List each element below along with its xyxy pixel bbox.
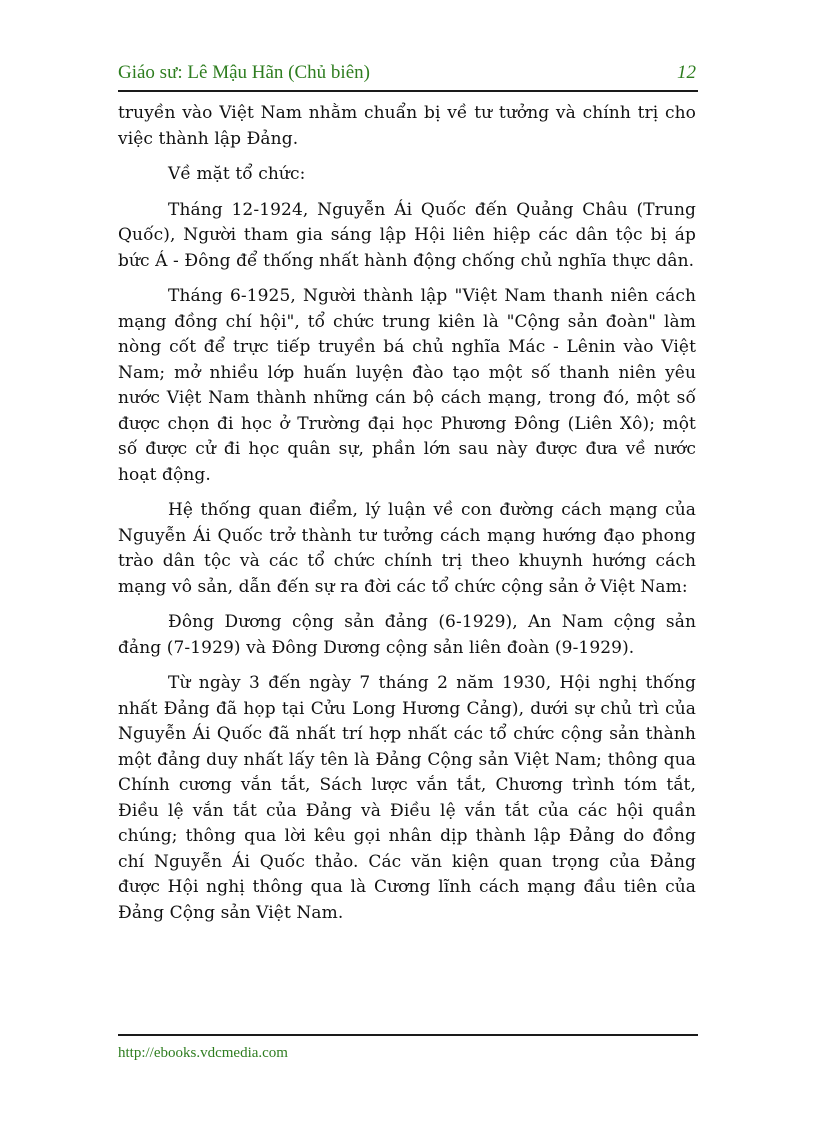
- paragraph: truyền vào Việt Nam nhằm chuẩn bị về tư tưởng và chính trị cho việc thành lập Đảng.: [118, 103, 696, 149]
- footer-link[interactable]: http://ebooks.vdcmedia.com: [118, 1045, 288, 1061]
- page-body: [118, 101, 696, 936]
- page-number: 12: [677, 62, 696, 83]
- header-title: Giáo sư: Lê Mậu Hãn (Chủ biên): [118, 62, 370, 83]
- paragraph: Tháng 6-1925, Người thành lập "Việt Nam thanh niên cách mạng đồng chí hội", tổ chức trung kiên là "Cộng sản đoàn" làm nòng cốt để trực tiếp truyền bá chủ nghĩa Mác - Lênin vào Việt Nam; mở nhiều lớp huấn luyện đào tạo một số thanh niên yêu nước Việt Nam thành những cán bộ cách mạng, trong đó, một số được chọn đi học ở Trường đại học Phương Đông (Liên Xô); một số được cử đi học quân sự, phần lớn sau này được đưa về nước hoạt động.: [118, 286, 696, 485]
- page-footer: [118, 1034, 698, 1062]
- paragraph: Từ ngày 3 đến ngày 7 tháng 2 năm 1930, Hội nghị thống nhất Đảng đã họp tại Cửu Long Hương Cảng), dưới sự chủ trì của Nguyễn Ái Quốc đã nhất trí hợp nhất các tổ chức cộng sản thành một đảng duy nhất lấy tên là Đảng Cộng sản Việt Nam; thông qua Chính cương vắn tắt, Sách lược vắn tắt, Chương trình tóm tắt, Điều lệ vắn tắt của Đảng và Điều lệ vắn tắt của các hội quần chúng; thông qua lời kêu gọi nhân dịp thành lập Đảng do đồng chí Nguyễn Ái Quốc thảo. Các văn kiện quan trọng của Đảng được Hội nghị thông qua là Cương lĩnh cách mạng đầu tiên của Đảng Cộng sản Việt Nam.: [118, 673, 696, 923]
- paragraph: Về mặt tổ chức:: [168, 164, 306, 184]
- paragraph: Đông Dương cộng sản đảng (6-1929), An Nam cộng sản đảng (7-1929) và Đông Dương cộng sản liên đoàn (9-1929).: [118, 612, 696, 658]
- paragraph: Tháng 12-1924, Nguyễn Ái Quốc đến Quảng Châu (Trung Quốc), Người tham gia sáng lập Hội liên hiệp các dân tộc bị áp bức Á - Đông để thống nhất hành động chống chủ nghĩa thực dân.: [118, 199, 696, 271]
- page-header: [118, 60, 698, 92]
- paragraph: Hệ thống quan điểm, lý luận về con đường cách mạng của Nguyễn Ái Quốc trở thành tư tưởng cách mạng hướng đạo phong trào dân tộc và các tổ chức chính trị theo khuynh hướng cách mạng vô sản, dẫn đến sự ra đời các tổ chức cộng sản ở Việt Nam:: [118, 500, 696, 597]
